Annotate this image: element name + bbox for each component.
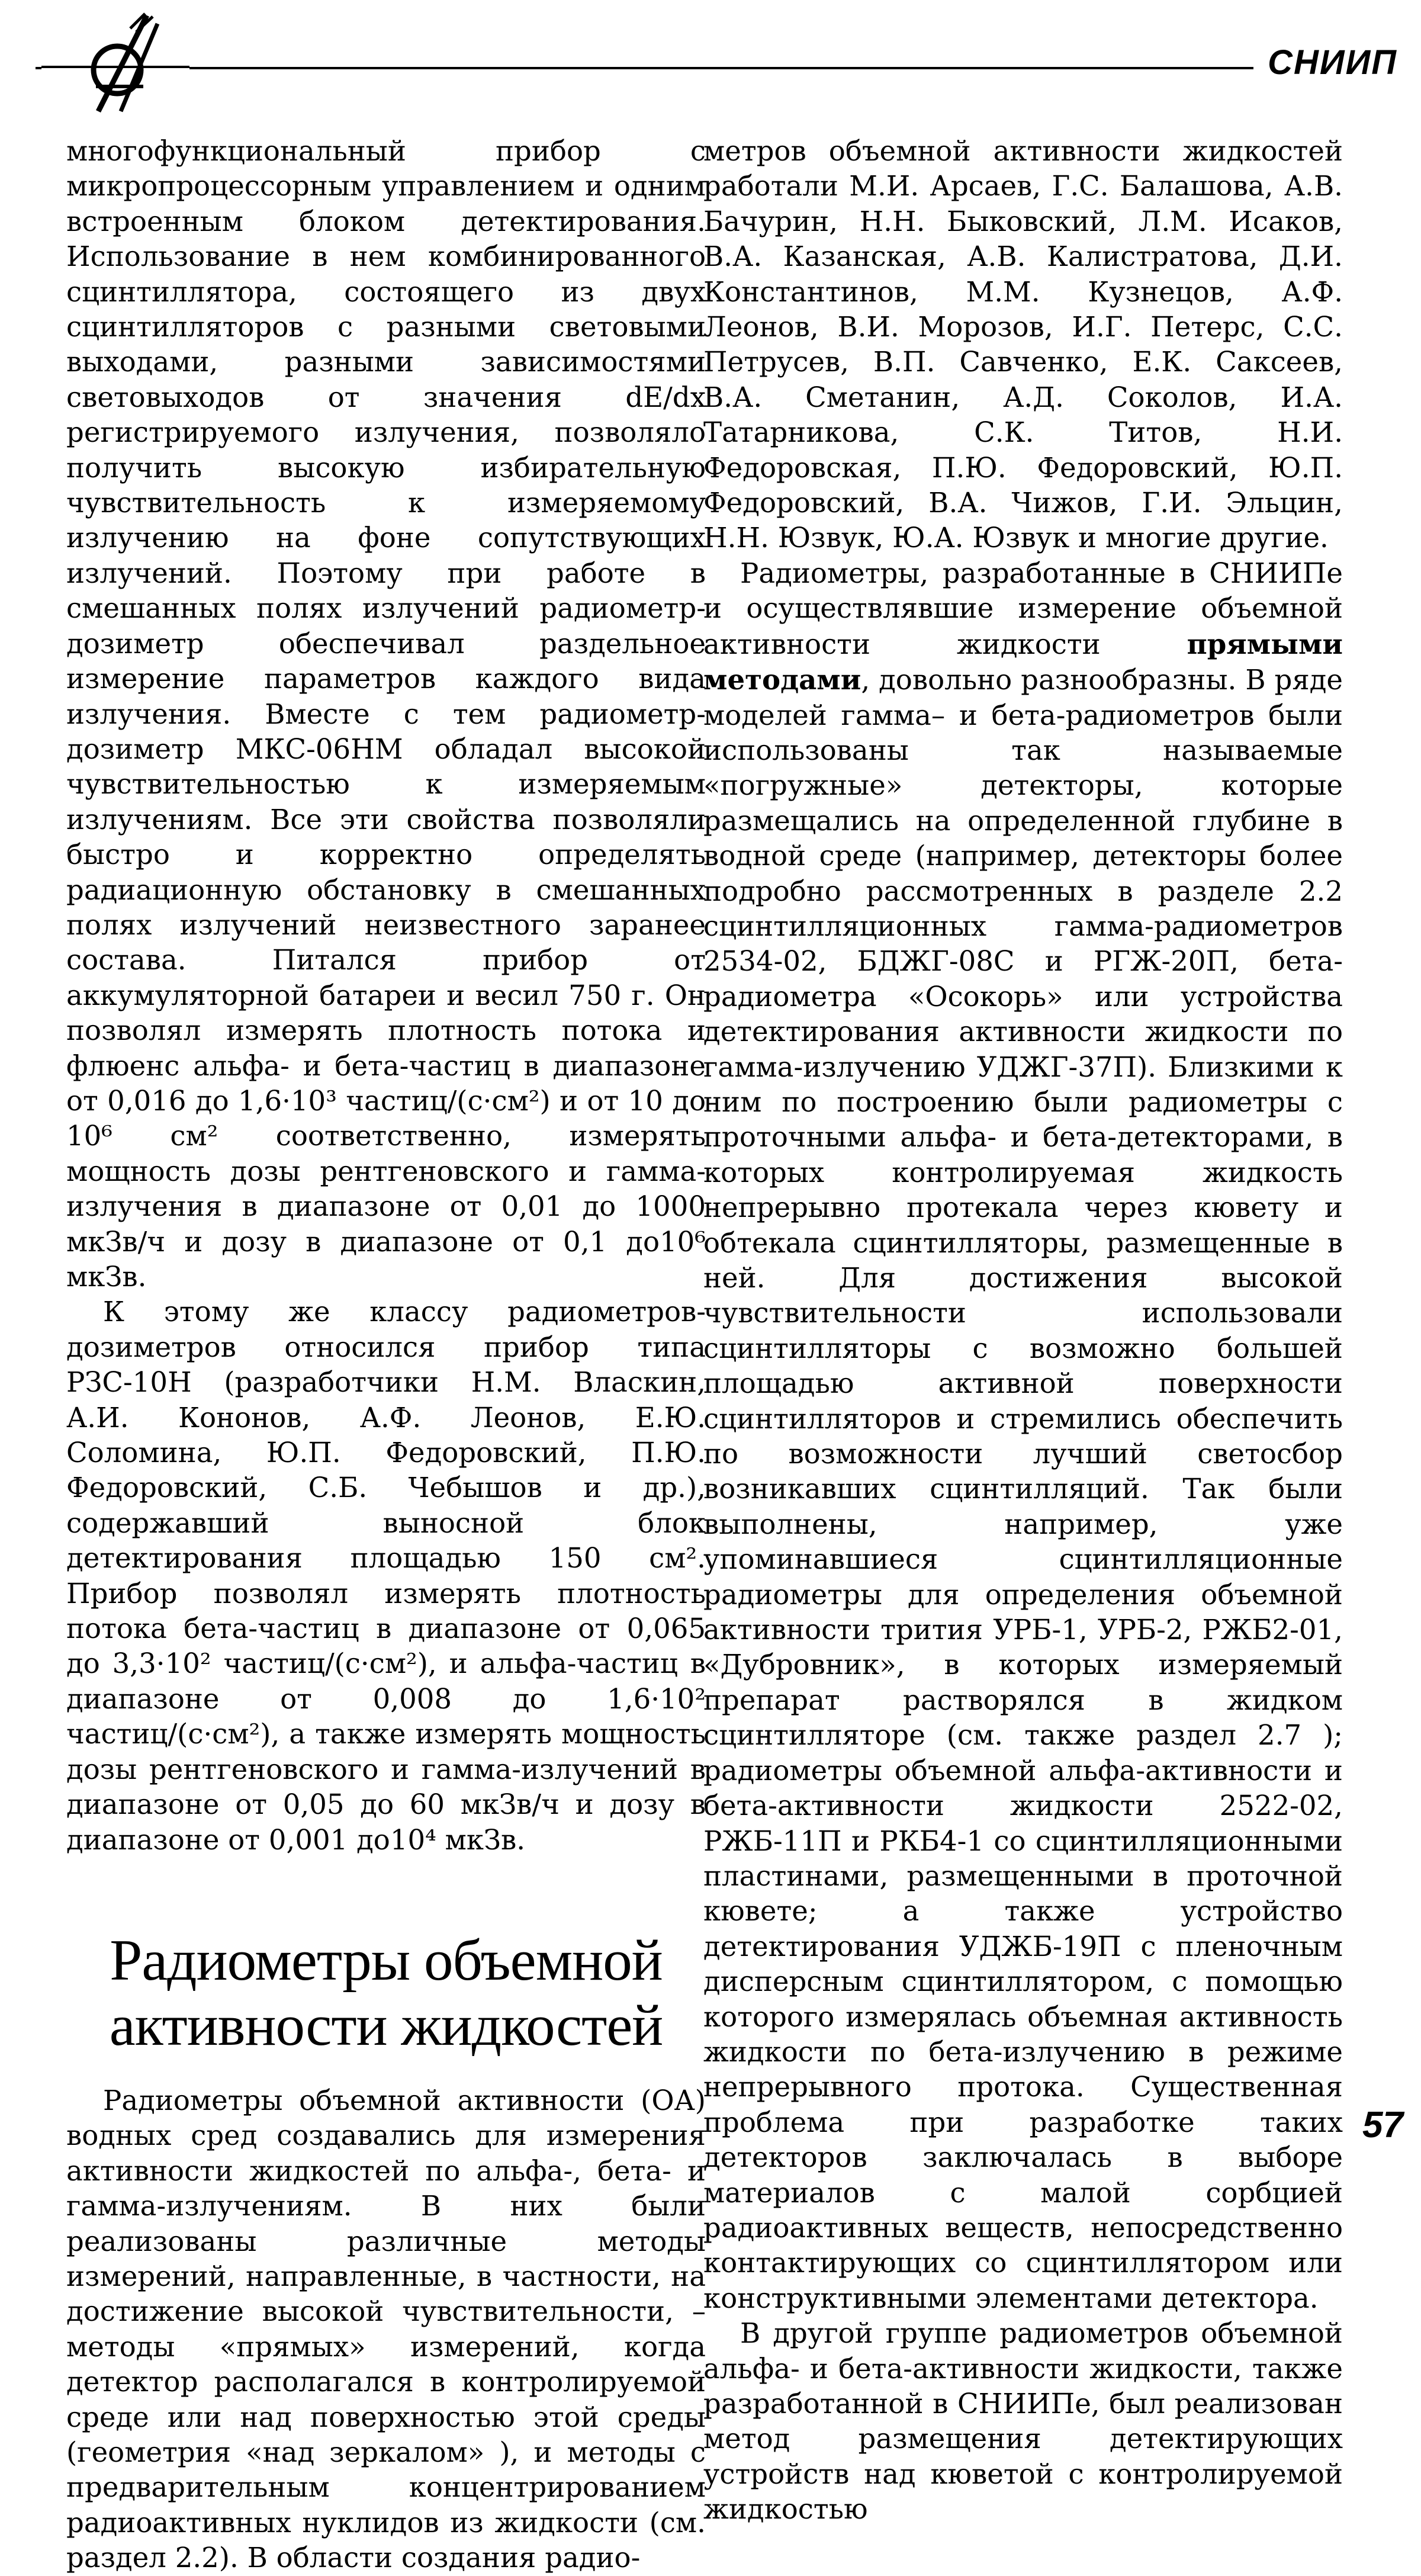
right-paragraph-1: метров объемной активности жидкостей работали М.И. Арсаев, Г.С. Балашова, А.В. Бачурин, Н.Н. Быковский, Л.М. Исаков, В.А. Казанская, А.В. Калистратова, Д.И. Константинов, М.М. Кузнецов, А.Ф. Леонов, В.И. Морозов, И.Г. Петерс, С.С. Петрусев, В.П. Савченко, Е.К. Саксеев, В.А. Сметанин, А.Д. Соколов, И.А. Татарникова, С.К. Титов, Н.И. Федоровская, П.Ю. Федоровский, Ю.П. Федоровский, В.А. Чижов, Г.И. Эльцин, Н.Н. Юзвук, Ю.А. Юзвук и многие другие. bbox=[703, 135, 1343, 554]
left-paragraph-3: Радиометры объемной активности (ОА) водных сред создавались для измерения активности жидкостей по альфа-, бета- и гамма-излучениям. В них были реализованы различные методы измерений, направленные, в частности, на достижение высокой чувствительности, – методы «прямых» измерений, когда детектор располагался в контролируемой среде или над поверхностью этой среды (геометрия «над зеркалом» ), и методы с предварительным концентрированием радиоактивных нуклидов из жидкости (см. раздел 2.2). В области создания радио- bbox=[66, 2084, 706, 2574]
sniip-logo-icon bbox=[41, 11, 189, 117]
right-column bbox=[703, 134, 1343, 2527]
right-paragraph-2-rest: , довольно разнообразны. В ряде моделей гамма– и бета-радиометров были использованы так называемые «погружные» детекторы, которые размещались на определенной глубине в водной среде (например, детекторы более подробно рассмотренных в разделе 2.2 сцинтилляционных гамма-радиометров 2534-02, БДЖГ-08С и РГЖ-20П, бета-радиометра «Осокорь» или устройства детектирования активности жидкости по гамма-излучению УДЖГ-37П). Близкими к ним по построению были радиометры с проточными альфа- и бета-детекторами, в которых контролируемая жидкость непрерывно протекала через кювету и обтекала сцинтилляторы, размещенные в ней. Для достижения высокой чувствительности использовали сцинтилляторы с возможно большей площадью активной поверхности сцинтилляторов и стремились обеспечить по возможности лучший светосбор возникавших сцинтилляций. Так были выполнены, например, уже упоминавшиеся сцинтилляционные радиометры для определения объемной активности трития УРБ-1, УРБ-2, РЖБ2-01, «Дубровник», в которых измеряемый препарат растворялся в жидком сцинтилляторе (см. также раздел 2.7 ); радиометры объемной альфа-активности и бета-активности жидкости 2522-02, РЖБ-11П и РКБ4-1 со сцинтилляционными пластинами, размещенными в проточной кювете; а также устройство детектирования УДЖБ-19П с пленочным дисперсным сцинтиллятором, с помощью которого измерялась объемная активность жидкости по бета-излучению в режиме непрерывного протока. Существенная проблема при разработке таких детекторов заключалась в выборе материалов с малой сорбцией радиоактивных веществ, непосредственно контактирующих со сцинтиллятором или конструктивными элементами детектора. bbox=[703, 664, 1343, 2314]
emphasis-direct-methods: прямыми методами bbox=[703, 627, 1343, 696]
page-number: 57 bbox=[1362, 2105, 1403, 2145]
right-paragraph-2-start: Радиометры, разработанные в СНИИПе и осуществлявшие измерение объемной активности жидкости bbox=[703, 557, 1343, 660]
section-title-line-2: активности жидкостей bbox=[109, 1993, 663, 2058]
left-paragraph-2: К этому же классу радиометров-дозиметров относился прибор типа РЗС-10Н (разработчики Н.М. Власкин, А.И. Кононов, А.Ф. Леонов, Е.Ю. Соломина, Ю.П. Федоровский, П.Ю. Федоровский, С.Б. Чебышов и др.), содержавший выносной блок детектирования площадью 150 см². Прибор позволял измерять плотность потока бета-частиц в диапазоне от 0,065 до 3,3·10² частиц/(с·см²), и альфа-частиц в диапазоне от 0,008 до 1,6·10² частиц/(с·см²), а также измерять мощность дозы рентгеновского и гамма-излучений в диапазоне от 0,05 до 60 мкЗв/ч и дозу в диапазоне от 0,001 до10⁴ мкЗв. bbox=[66, 1296, 706, 1856]
right-paragraph-3: В другой группе радиометров объемной альфа- и бета-активности жидкости, также разработанной в СНИИПе, был реализован метод размещения детектирующих устройств над кюветой с контролируемой жидкостью bbox=[703, 2317, 1343, 2526]
right-paragraph-2 bbox=[703, 556, 1343, 2316]
left-column bbox=[66, 134, 706, 2576]
header-rule bbox=[36, 67, 1279, 69]
section-title-line-1: Радиометры объемной bbox=[110, 1928, 663, 1993]
left-paragraph-1: многофункциональный прибор с микропроцессорным управлением и одним встроенным блоком детектирования. Использование в нем комбинированного сцинтиллятора, состоящего из двух сцинтилляторов с разными световыми выходами, разными зависимостями световыходов от значения dE/dx регистрируемого излучения, позволяло получить высокую избирательную чувствительность к измеряемому излучению на фоне сопутствующих излучений. Поэтому при работе в смешанных полях излучений радиометр-дозиметр обеспечивал раздельное измерение параметров каждого вида излучения. Вместе с тем радиометр-дозиметр МКС-06НМ обладал высокой чувствительностью к измеряемым излучениям. Все эти свойства позволяли быстро и корректно определять радиационную обстановку в смешанных полях излучений неизвестного заранее состава. Питался прибор от аккумуляторной батареи и весил 750 г. Он позволял измерять плотность потока и флюенс альфа- и бета-частиц в диапазоне от 0,016 до 1,6·10³ частиц/(с·см²) и от 10 до 10⁶ см² соответственно, измерять мощность дозы рентгеновского и гамма-излучения в диапазоне от 0,01 до 1000 мкЗв/ч и дозу в диапазоне от 0,1 до10⁶ мкЗв. bbox=[66, 135, 706, 1293]
section-title bbox=[66, 1928, 706, 2058]
running-head: СНИИП bbox=[1253, 43, 1397, 82]
